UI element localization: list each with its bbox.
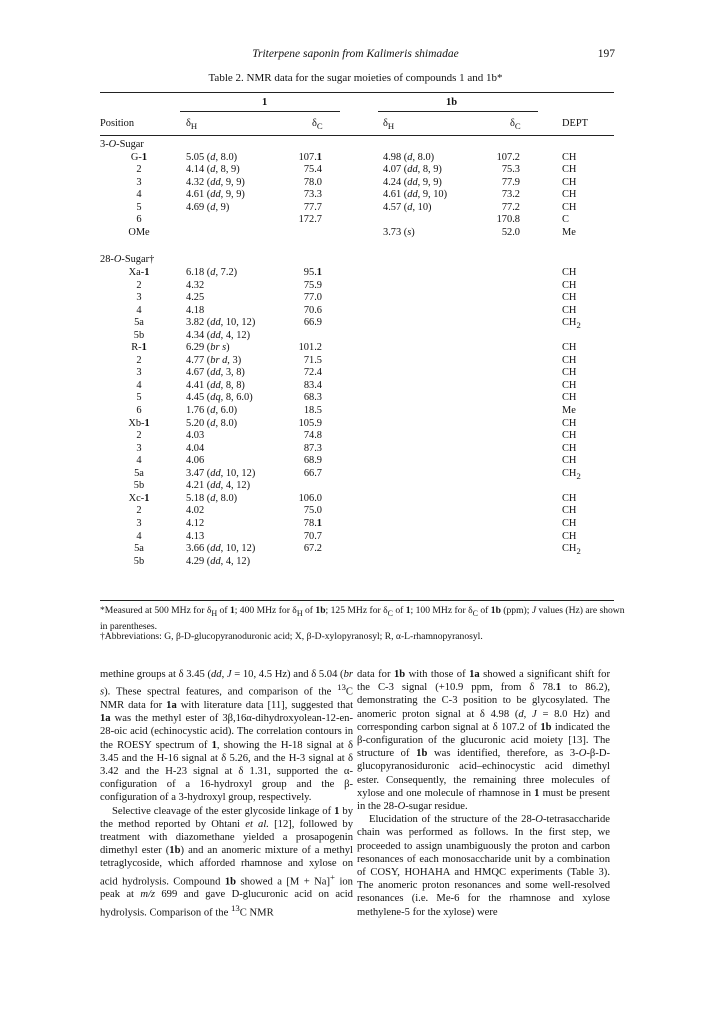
cell-position: R-1 — [131, 342, 147, 354]
footnote-abbreviations: †Abbreviations: G, β-D-glucopyranoduronic acid; X, β-D-xylopyranosyl; R, α-L-rhamnopyranosyl. — [100, 631, 483, 642]
cell-dc-1: 75.0 — [303, 505, 322, 517]
cell-position: 2 — [136, 279, 142, 291]
cell-position: 6 — [136, 405, 142, 416]
cell-dc-1: 87.3 — [303, 442, 322, 454]
cell-position: 5 — [136, 201, 142, 213]
cell-dept: CH — [562, 304, 577, 316]
cell-dc-1: 68.9 — [303, 455, 322, 467]
cell-dh-1: 4.67 (dd, 3, 8) — [186, 367, 245, 379]
table-row — [100, 380, 614, 392]
section-row — [100, 139, 614, 151]
cell-dept: CH — [562, 292, 577, 304]
cell-dh-1: 6.29 (br s) — [186, 342, 230, 354]
cell-position: 5a — [134, 543, 144, 555]
cell-position: 3 — [136, 442, 142, 454]
cell-dh-1: 5.18 (d, 8.0) — [186, 492, 238, 504]
table-row — [100, 330, 614, 342]
cell-dh-1: 4.14 (d, 8, 9) — [186, 164, 240, 176]
cell-dc-1: 77.7 — [303, 201, 322, 213]
cell-position: 2 — [136, 430, 142, 442]
table-row — [100, 505, 614, 517]
cell-position: 5b — [133, 329, 145, 341]
cell-dh-1b: 4.61 (dd, 9, 10) — [383, 189, 448, 201]
cell-dh-1: 4.13 — [186, 530, 205, 542]
cell-position: 5b — [133, 480, 145, 492]
paragraph: Elucidation of the structure of the 28-O-tetrasaccharide chain was performed as follows. In the first step, we proceeded to assign unambiguously the proton and carbon resonances of each monosaccharide unit by a combination of COSY, HOHAHA and HMQC experiments (Table 3). The anomeric proton resonances and some well-resolved resonances (i.e. Me-6 for the rhamnose and xylose methylene-5 for the xylose) were — [357, 814, 610, 918]
cell-dept: CH — [562, 279, 577, 291]
cell-position: 5a — [134, 317, 144, 329]
cell-dc-1b: 52.0 — [501, 226, 520, 238]
table-row — [100, 468, 614, 480]
cell-position: 3-O-Sugar — [100, 139, 144, 150]
cell-dept: CH — [562, 266, 577, 278]
table-row — [100, 202, 614, 214]
cell-dc-1: 67.2 — [303, 543, 322, 555]
cell-dh-1b: 4.07 (dd, 8, 9) — [383, 164, 442, 176]
cell-position: 4 — [136, 304, 142, 316]
cell-dh-1b: 4.98 (d, 8.0) — [383, 151, 435, 163]
table-row — [100, 177, 614, 189]
table-row — [100, 342, 614, 354]
cell-dh-1: 4.77 (br d, 3) — [186, 354, 242, 366]
cell-dept: C — [562, 214, 569, 226]
cell-dc-1: 78.1 — [303, 517, 322, 529]
cell-dh-1: 4.61 (dd, 9, 9) — [186, 189, 245, 201]
cell-dh-1: 4.06 — [186, 455, 205, 467]
cell-dh-1: 4.32 (dd, 9, 9) — [186, 176, 245, 188]
cell-dh-1: 3.47 (dd, 10, 12) — [186, 467, 256, 479]
table-row — [100, 317, 614, 329]
cell-dept: $CH_2$ — [562, 317, 581, 331]
cell-position: 3 — [136, 517, 142, 529]
cell-position: 4 — [136, 379, 142, 391]
table-row — [100, 392, 614, 404]
cell-dc-1: 73.3 — [303, 189, 322, 201]
cell-dh-1b: 4.57 (d, 10) — [383, 201, 432, 213]
cell-dc-1: 105.9 — [298, 417, 322, 429]
cell-dept: CH — [562, 176, 577, 188]
cell-dc-1: 68.3 — [303, 392, 322, 404]
cell-position: 28-O-Sugar† — [100, 254, 155, 266]
cell-dept: CH — [562, 492, 577, 504]
cell-dept: Me — [562, 405, 576, 416]
group-rule-1b — [378, 111, 538, 112]
cell-dh-1: 1.76 (d, 6.0) — [186, 405, 238, 416]
cell-dc-1: 74.8 — [303, 430, 322, 442]
cell-dc-1: 106.0 — [298, 492, 322, 504]
cell-position: 4 — [136, 455, 142, 467]
header-rule — [100, 135, 614, 136]
cell-dc-1: 172.7 — [298, 214, 322, 226]
paragraph: data for 1b with those of 1a showed a significant shift for the C-3 signal (+10.9 ppm, from δ 78.1 to 86.2), demonstrating the C-3 position to be glycosylated. The anomeric proton signal at δ 4.98 (d, J = 8.0 Hz) and corresponding carbon signal at δ 107.2 of 1b indicated the β-configuration of the glucuronic acid moiety [13]. The structure of 1b was identified, therefore, as 3-O-β-D-glucopyranosiduronic acid–echinocystic acid dimethyl ester. Consequently, the remaining three molecules of xylose and one molecule of rhamnose in 1 must be present in the 28-O-sugar residue. — [357, 669, 611, 813]
cell-dc-1b: 107.2 — [496, 151, 520, 163]
cell-dept: CH — [562, 189, 577, 201]
cell-dc-1: 75.9 — [303, 279, 322, 291]
cell-dc-1: 75.4 — [303, 164, 322, 176]
cell-position: OMe — [128, 226, 150, 238]
cell-dept: CH — [562, 430, 577, 442]
cell-position: 3 — [136, 292, 142, 304]
table-row — [100, 556, 614, 568]
cell-dept: CH — [562, 455, 577, 467]
cell-position: 5 — [136, 392, 142, 404]
table-top-rule — [100, 92, 614, 93]
cell-position: 4 — [136, 530, 142, 542]
table-row — [100, 305, 614, 317]
cell-dc-1: 107.1 — [298, 151, 322, 163]
paragraph: Selective cleavage of the ester glycoside linkage of 1 by the method reported by Ohtani et al. [12], followed by treatment with diazomethane yielded a prosapogenin dimethyl ester (1b) and an anomeric mixture of a methyl tetraglycoside, which afforded rhamnose and xylose on acid hydrolysis. Compound 1b showed a [M + Na]+ ion peak at m/z 699 and gave D-glucuronic acid on acid hydrolysis. Comparison of the $^{13}$C NMR — [100, 805, 353, 919]
cell-position: 5b — [133, 555, 145, 567]
cell-dh-1: 5.05 (d, 8.0) — [186, 151, 238, 163]
running-header — [0, 48, 711, 64]
cell-dc-1b: 75.3 — [501, 164, 520, 176]
cell-dc-1: 18.5 — [303, 405, 322, 416]
cell-dh-1: 4.34 (dd, 4, 12) — [186, 329, 251, 341]
table-row — [100, 227, 614, 239]
table-row — [100, 267, 614, 279]
cell-dept: CH — [562, 354, 577, 366]
cell-dc-1: 77.0 — [303, 292, 322, 304]
table-row — [100, 355, 614, 367]
cell-dh-1: 4.29 (dd, 4, 12) — [186, 555, 251, 567]
cell-position: 3 — [136, 367, 142, 379]
cell-dept: CH — [562, 517, 577, 529]
cell-dept: CH — [562, 342, 577, 354]
cell-position: Xa-1 — [128, 266, 150, 278]
cell-dh-1: 3.82 (dd, 10, 12) — [186, 317, 256, 329]
table-row — [100, 280, 614, 292]
cell-position: 5a — [134, 467, 144, 479]
cell-dh-1: 4.18 — [186, 304, 205, 316]
table-row — [100, 152, 614, 164]
cell-dept: CH — [562, 392, 577, 404]
cell-dh-1: 3.66 (dd, 10, 12) — [186, 543, 256, 555]
cell-dh-1: 4.25 — [186, 292, 205, 304]
col-header-dh-1: $\delta_H$ — [186, 118, 198, 132]
table-row — [100, 480, 614, 492]
cell-dc-1: 101.2 — [298, 342, 322, 354]
table-row — [100, 292, 614, 304]
cell-dept: CH — [562, 442, 577, 454]
cell-dc-1: 95.1 — [303, 266, 322, 278]
cell-position: 2 — [136, 164, 142, 176]
cell-dh-1: 4.69 (d, 9) — [186, 201, 230, 213]
table-row — [100, 518, 614, 530]
cell-position: 6 — [136, 214, 142, 226]
cell-dc-1: 70.7 — [303, 530, 322, 542]
col-header-dh-1b: $\delta_H$ — [383, 118, 395, 132]
cell-dh-1b: 3.73 (s) — [383, 226, 415, 238]
cell-position: G-1 — [130, 151, 148, 163]
cell-position: 2 — [136, 505, 142, 517]
table-row — [100, 214, 614, 226]
group-rule-1 — [180, 111, 340, 112]
group-label-1b: 1b — [446, 97, 458, 108]
cell-position: Xc-1 — [128, 492, 150, 504]
cell-dept: Me — [562, 226, 576, 238]
cell-dh-1: 4.04 — [186, 442, 205, 454]
page-number: 197 — [597, 48, 615, 60]
table-row — [100, 418, 614, 430]
cell-dc-1b: 77.2 — [501, 201, 520, 213]
cell-dc-1: 70.6 — [303, 304, 322, 316]
cell-dh-1: 6.18 (d, 7.2) — [186, 266, 238, 278]
cell-dept: CH — [562, 164, 577, 176]
table-row — [100, 430, 614, 442]
cell-dc-1b: 170.8 — [496, 214, 520, 226]
cell-dept: CH — [562, 530, 577, 542]
cell-dh-1: 4.41 (dd, 8, 8) — [186, 379, 245, 391]
left-column — [100, 668, 353, 919]
col-header-position: Position — [100, 118, 135, 129]
cell-dept: CH — [562, 417, 577, 429]
cell-dc-1: 83.4 — [303, 379, 322, 391]
cell-dc-1: 66.7 — [303, 467, 322, 479]
cell-dc-1: 72.4 — [303, 367, 322, 379]
cell-dh-1: 5.20 (d, 8.0) — [186, 417, 238, 429]
table-row — [100, 164, 614, 176]
cell-position: 2 — [136, 354, 142, 366]
cell-dept: CH — [562, 151, 577, 163]
table-bottom-rule — [100, 600, 614, 601]
paragraph: methine groups at δ 3.45 (dd, J = 10, 4.5 Hz) and δ 5.04 (br s). These spectral features, and comparison of the $^{13}$C NMR data for 1a with literature data [11], suggested that 1a was the methyl ester of 3β,16α-dihydroxyolean-12-en-28-oic acid (echinocystic acid). The correlation contours in the ROESY spectrum of 1, showing the H-18 signal at δ 3.45 and the H-16 signal at δ 5.26, and the H-3 signal at δ 3.42 and the H-23 signal at δ 1.31, supported the α-configuration of a 16-hydroxyl group and the β-configuration of a 3-hydroxyl group, respectively. — [100, 669, 354, 804]
cell-dc-1b: 77.9 — [501, 176, 520, 188]
cell-position: 4 — [136, 189, 142, 201]
cell-dept: CH — [562, 201, 577, 213]
table-row — [100, 493, 614, 505]
table-row — [100, 543, 614, 555]
section-row — [100, 254, 614, 266]
cell-dc-1: 66.9 — [303, 317, 322, 329]
col-header-dc-1b: $\delta_C$ — [510, 118, 521, 132]
group-label-1: 1 — [262, 97, 268, 108]
table-row — [100, 531, 614, 543]
cell-position: 3 — [136, 176, 142, 188]
table-caption: Table 2. NMR data for the sugar moieties of compounds 1 and 1b* — [208, 72, 503, 84]
cell-dh-1: 4.32 — [186, 279, 205, 291]
cell-dh-1b: 4.24 (dd, 9, 9) — [383, 176, 442, 188]
cell-dept: $CH_2$ — [562, 467, 581, 481]
footnote-measured: *Measured at 500 MHz for $\delta_H$ of 1; 400 MHz for $\delta_H$ of 1b; 125 MHz for $\delta_C$ of 1; 100 MHz for $\delta_C$ of 1b (ppm); J values (Hz) are shown in parentheses. — [100, 605, 625, 632]
col-header-dept: DEPT — [562, 118, 588, 129]
col-header-dc-1: $\delta_C$ — [312, 118, 323, 132]
cell-dept: CH — [562, 505, 577, 517]
cell-dh-1: 4.12 — [186, 517, 205, 529]
cell-dept: CH — [562, 379, 577, 391]
table-row — [100, 189, 614, 201]
table-row — [100, 455, 614, 467]
cell-dh-1: 4.21 (dd, 4, 12) — [186, 480, 251, 492]
cell-dc-1: 78.0 — [303, 176, 322, 188]
cell-dept: CH — [562, 367, 577, 379]
running-title: Triterpene saponin from Kalimeris shimadae — [252, 48, 459, 60]
table-row — [100, 443, 614, 455]
table-row — [100, 367, 614, 379]
cell-dc-1: 71.5 — [303, 354, 322, 366]
cell-position: Xb-1 — [128, 417, 150, 429]
right-column — [357, 668, 610, 919]
cell-dh-1: 4.45 (dq, 8, 6.0) — [186, 392, 253, 404]
cell-dh-1: 4.03 — [186, 430, 205, 442]
cell-dc-1b: 73.2 — [501, 189, 520, 201]
cell-dept: $CH_2$ — [562, 543, 581, 557]
table-row — [100, 405, 614, 417]
cell-dh-1: 4.02 — [186, 505, 205, 517]
